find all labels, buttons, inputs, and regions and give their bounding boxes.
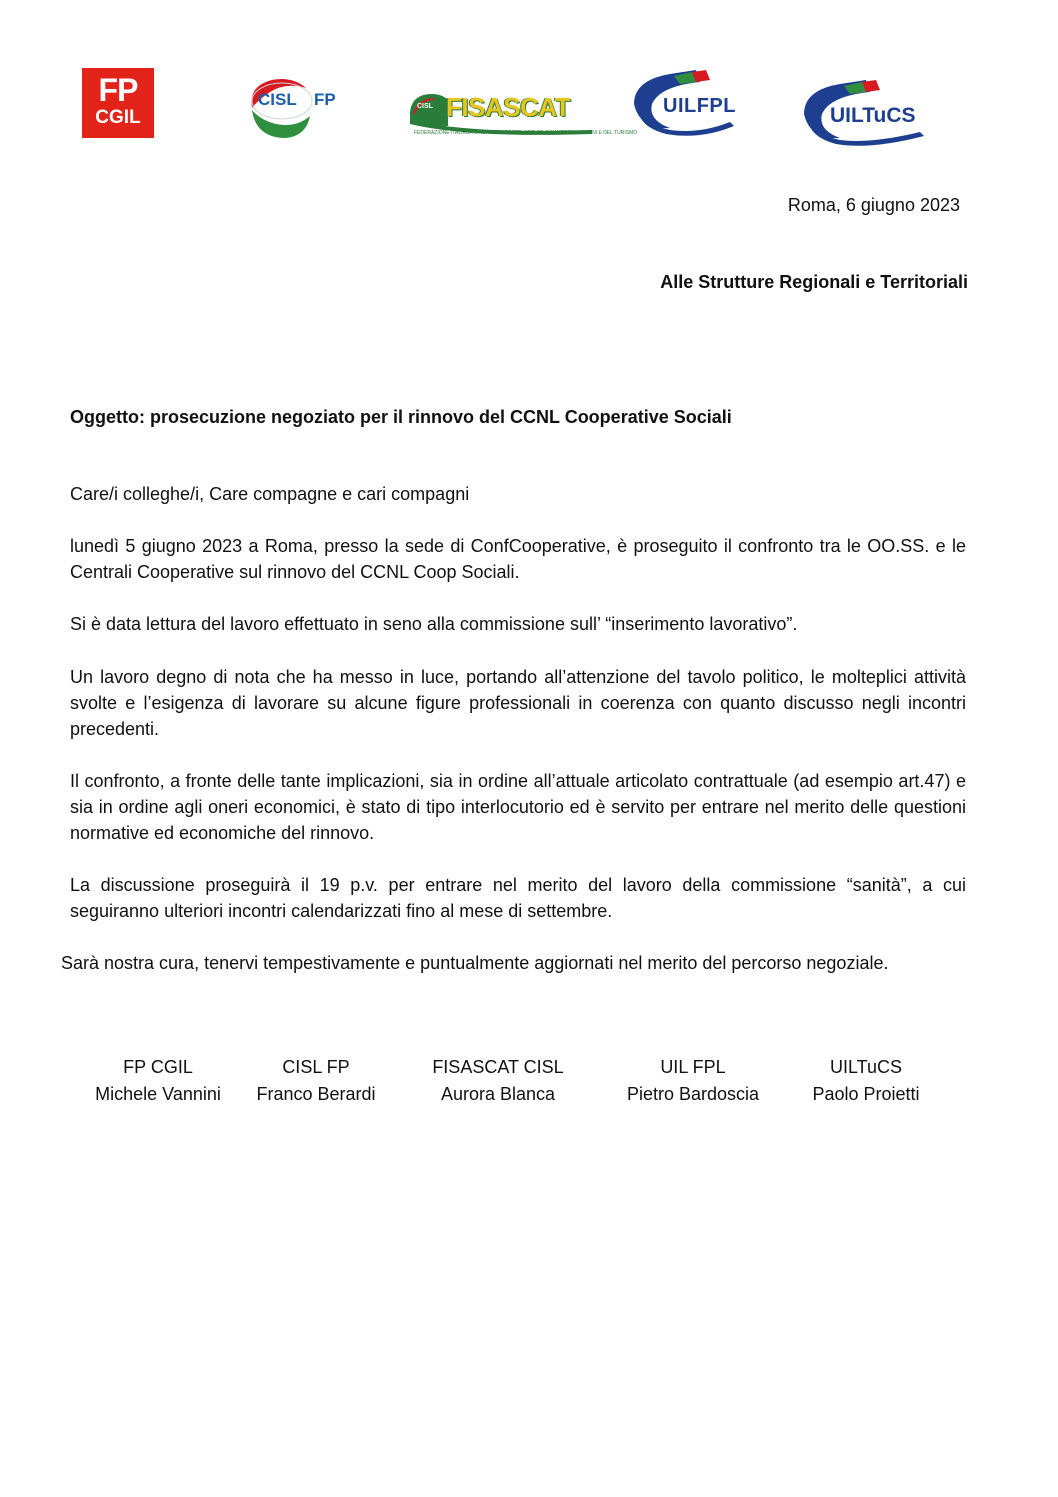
letter-greeting: Care/i colleghe/i, Care compagne e cari compagni xyxy=(70,484,470,504)
signature-org: UILTuCS xyxy=(829,1057,903,1077)
fp-cgil-logo xyxy=(82,68,154,138)
signature-org: CISL FP xyxy=(282,1057,350,1077)
signature-org: UIL FPL xyxy=(660,1057,726,1077)
paragraph-4: Il confronto, a fronte delle tante implicazioni, sia in ordine all’attuale articolato contrattuale (ad esempio art.47) e sia in ordine agli oneri economici, è stato di tipo interlocutorio ed è servito per entrare nel merito delle questioni normative ed economiche del rinnovo. xyxy=(70,771,966,843)
uil-fpl-logo xyxy=(630,68,742,136)
paragraph-5: La discussione proseguirà il 19 p.v. per entrare nel merito del lavoro della commissione “sanità”, a cui seguiranno ulteriori incontri calendarizzati fino al mese di settembre. xyxy=(70,875,966,921)
cisl-fp-logo-word1: CISL xyxy=(258,90,297,109)
paragraph-3: Un lavoro degno di nota che ha messo in luce, portando all’attenzione del tavolo politico, le molteplici attività svolte e l’esigenza di lavorare su alcune figure professionali in coerenza con quanto discusso negli incontri precedenti. xyxy=(70,667,966,739)
uiltucs-wordmark: UILTuCS xyxy=(830,104,916,127)
uiltucs-logo xyxy=(800,76,930,146)
paragraph-2: Si è data lettura del lavoro effettuato in seno alla commissione sull’ “inserimento lavorativo”. xyxy=(70,614,798,634)
signature-name: Franco Berardi xyxy=(256,1084,376,1104)
signature-block xyxy=(610,1054,776,1108)
signature-name: Paolo Proietti xyxy=(812,1084,920,1104)
paragraph-1: lunedì 5 giugno 2023 a Roma, presso la sede di ConfCooperative, è proseguito il confronto tra le OO.SS. e le Centrali Cooperative sul rinnovo del CCNL Coop Sociali. xyxy=(70,536,966,582)
cisl-fp-logo-word2: FP xyxy=(314,90,336,109)
signature-name: Aurora Blanca xyxy=(440,1084,556,1104)
fisascat-wordmark: FISASCAT xyxy=(446,92,571,122)
signature-block xyxy=(80,1054,236,1108)
fisascat-badge: CISL xyxy=(417,103,433,110)
signature-block xyxy=(796,1054,936,1108)
signature-block xyxy=(242,1054,390,1108)
fisascat-subline: FEDERAZIONE ITALIANA SINDACATI ADDETTI SERVIZI COMMERCIALI AFFINI E DEL TURISMO xyxy=(414,130,638,136)
fisascat-logo xyxy=(408,90,638,140)
signature-name: Michele Vannini xyxy=(95,1084,221,1104)
letter-date: Roma, 6 giugno 2023 xyxy=(787,195,960,215)
letter-closing: Sarà nostra cura, tenervi tempestivamente e puntualmente aggiornati nel merito del percorso negoziale. xyxy=(61,953,889,973)
signature-org: FISASCAT CISL xyxy=(432,1057,564,1077)
signature-block xyxy=(420,1054,576,1108)
uil-fpl-wordmark: UILFPL xyxy=(663,95,736,117)
cisl-fp-logo xyxy=(246,72,350,144)
letter-recipient: Alle Strutture Regionali e Territoriali xyxy=(660,272,968,292)
signature-org: FP CGIL xyxy=(123,1057,193,1077)
fp-cgil-logo-line1: FP xyxy=(98,72,138,108)
signature-name: Pietro Bardoscia xyxy=(626,1084,760,1104)
fp-cgil-logo-line2: CGIL xyxy=(95,107,141,128)
letter-subject: Oggetto: prosecuzione negoziato per il rinnovo del CCNL Cooperative Sociali xyxy=(70,407,732,427)
